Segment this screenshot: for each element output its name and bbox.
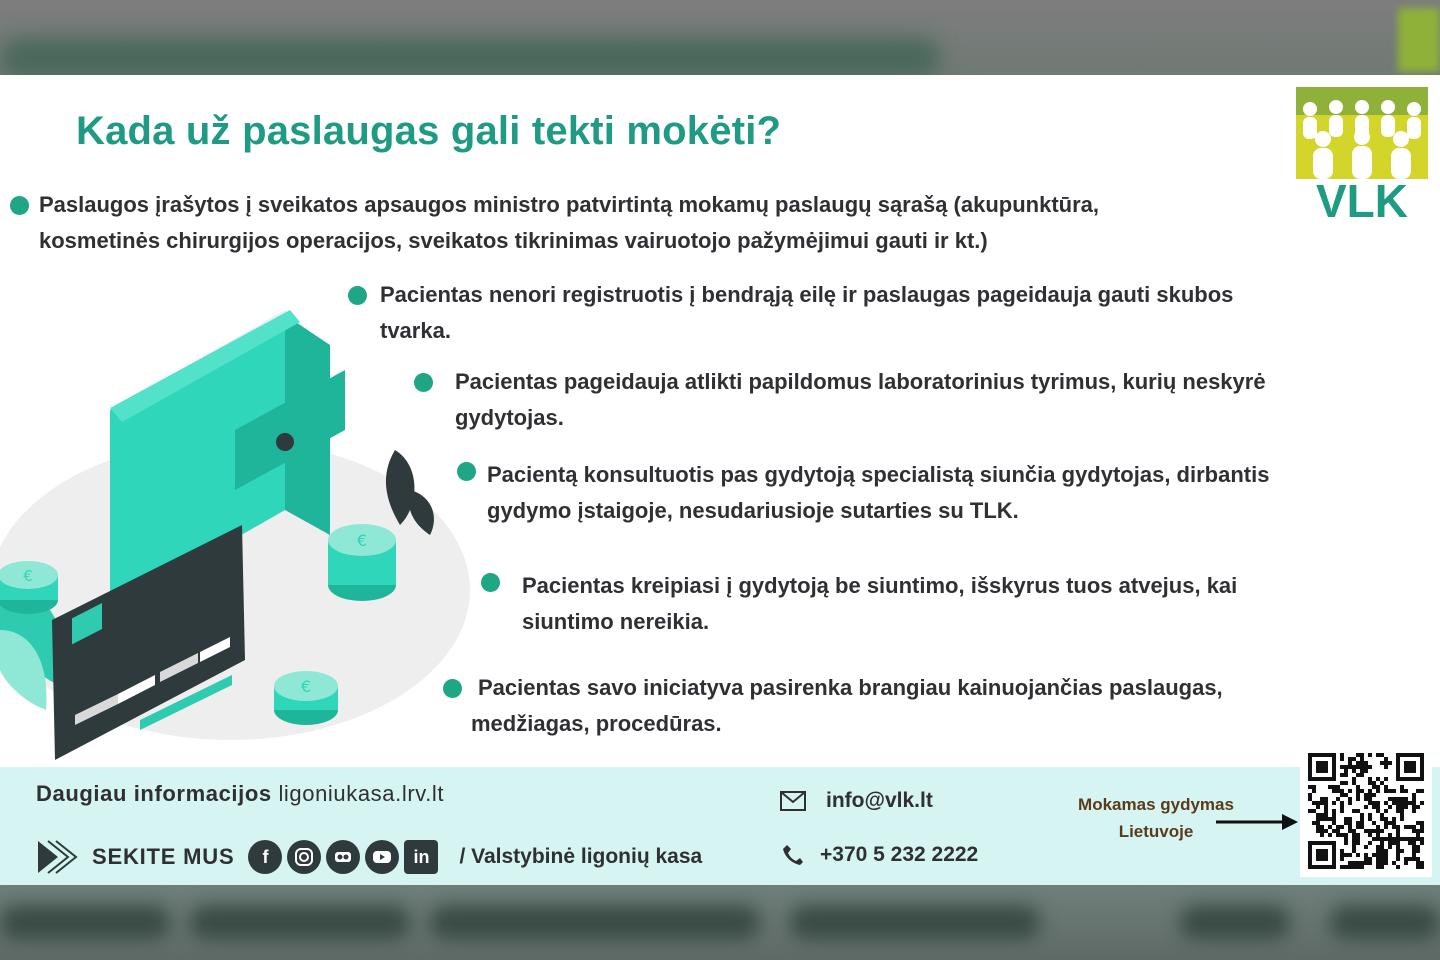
fast-forward-icon — [36, 839, 80, 875]
svg-text:€: € — [356, 531, 368, 550]
logo-text: VLK — [1316, 175, 1408, 221]
follow-us-row — [36, 837, 702, 877]
organization-name: / Valstybinė ligonių kasa — [459, 845, 703, 868]
instagram-icon[interactable] — [287, 840, 321, 874]
bullet-4-line-1: Pacientą konsultuotis pas gydytoją specialistą siunčia gydytojas, dirbantis — [487, 462, 1270, 487]
bullet-item-1 — [10, 187, 1099, 259]
infographic-card — [0, 75, 1440, 885]
blurred-logo-smear — [1398, 8, 1440, 72]
bullet-3-line-1: Pacientas pageidauja atlikti papildomus laboratorinius tyrimus, kurių neskyrė — [455, 369, 1266, 394]
bullet-item-5 — [481, 568, 1237, 640]
svg-text:€: € — [300, 677, 312, 696]
phone-contact — [782, 843, 978, 867]
page-title: Kada už paslaugas gali tekti mokėti? — [76, 109, 782, 153]
bullet-1-line-1: Paslaugos įrašytos į sveikatos apsaugos ministro patvirtintą mokamų paslaugų sąrašą (akupunktūra, — [39, 192, 1100, 217]
blurred-background-bottom — [0, 885, 1440, 960]
vlk-logo — [1296, 87, 1428, 221]
bullet-2-line-1: Pacientas nenori registruotis į bendrąją eilę ir paslaugas pageidauja gauti skubos — [380, 282, 1234, 307]
youtube-icon[interactable] — [365, 840, 399, 874]
wallet-card-coins-illustration — [0, 290, 480, 760]
bullet-item-2 — [348, 277, 1233, 349]
bullet-2-line-2: tvarka. — [380, 318, 451, 343]
bullet-6-line-2: medžiagas, procedūras. — [471, 711, 722, 736]
arrow-right-icon — [1216, 811, 1300, 833]
bullet-dot-icon — [481, 573, 500, 592]
facebook-icon[interactable]: f — [248, 840, 282, 874]
bullet-5-line-2: siuntimo nereikia. — [522, 609, 710, 634]
website-link[interactable]: ligoniukasa.lrv.lt — [278, 781, 445, 806]
blur-smear — [790, 905, 1040, 939]
blur-smear — [430, 905, 760, 939]
bullet-4-line-2: gydymo įstaigoje, nesudariusioje sutarties su TLK. — [487, 498, 1019, 523]
blur-smear — [1180, 905, 1290, 939]
linkedin-icon[interactable]: in — [404, 840, 438, 874]
phone-icon — [782, 844, 804, 866]
blurred-background-top — [0, 0, 1440, 75]
svg-text:€: € — [23, 567, 33, 585]
bullet-1-line-2: kosmetinės chirurgijos operacijos, sveikatos tikrinimas vairuotojo pažymėjimui gauti ir kt.) — [39, 228, 988, 253]
paid-caption-line-1: Mokamas gydymas — [1078, 795, 1234, 814]
bullet-item-3 — [414, 364, 1266, 436]
email-contact — [780, 789, 933, 813]
blur-smear — [1330, 905, 1440, 939]
blur-smear — [0, 905, 170, 939]
more-info-line — [36, 781, 444, 807]
more-info-label: Daugiau informacijos — [36, 781, 272, 806]
bullet-dot-icon — [10, 196, 29, 215]
bullet-item-6 — [443, 670, 1223, 742]
bullet-5-line-1: Pacientas kreipiasi į gydytoją be siuntimo, išskyrus tuos atvejus, kai — [522, 573, 1238, 598]
bullet-item-4 — [457, 457, 1269, 529]
blurred-title-smear — [0, 38, 940, 75]
phone-number: +370 5 232 2222 — [820, 843, 979, 866]
mail-icon — [780, 791, 806, 811]
email-link[interactable]: info@vlk.lt — [826, 789, 933, 812]
qr-code[interactable] — [1300, 745, 1432, 877]
footer-bar — [0, 767, 1440, 885]
flickr-icon[interactable] — [326, 840, 360, 874]
paid-caption-line-2: Lietuvoje — [1118, 822, 1194, 841]
bullet-6-line-1: Pacientas savo iniciatyva pasirenka brangiau kainuojančias paslaugas, — [478, 675, 1223, 700]
follow-us-label: SEKITE MUS — [92, 844, 235, 869]
blur-smear — [190, 905, 410, 939]
bullet-3-line-2: gydytojas. — [455, 405, 564, 430]
